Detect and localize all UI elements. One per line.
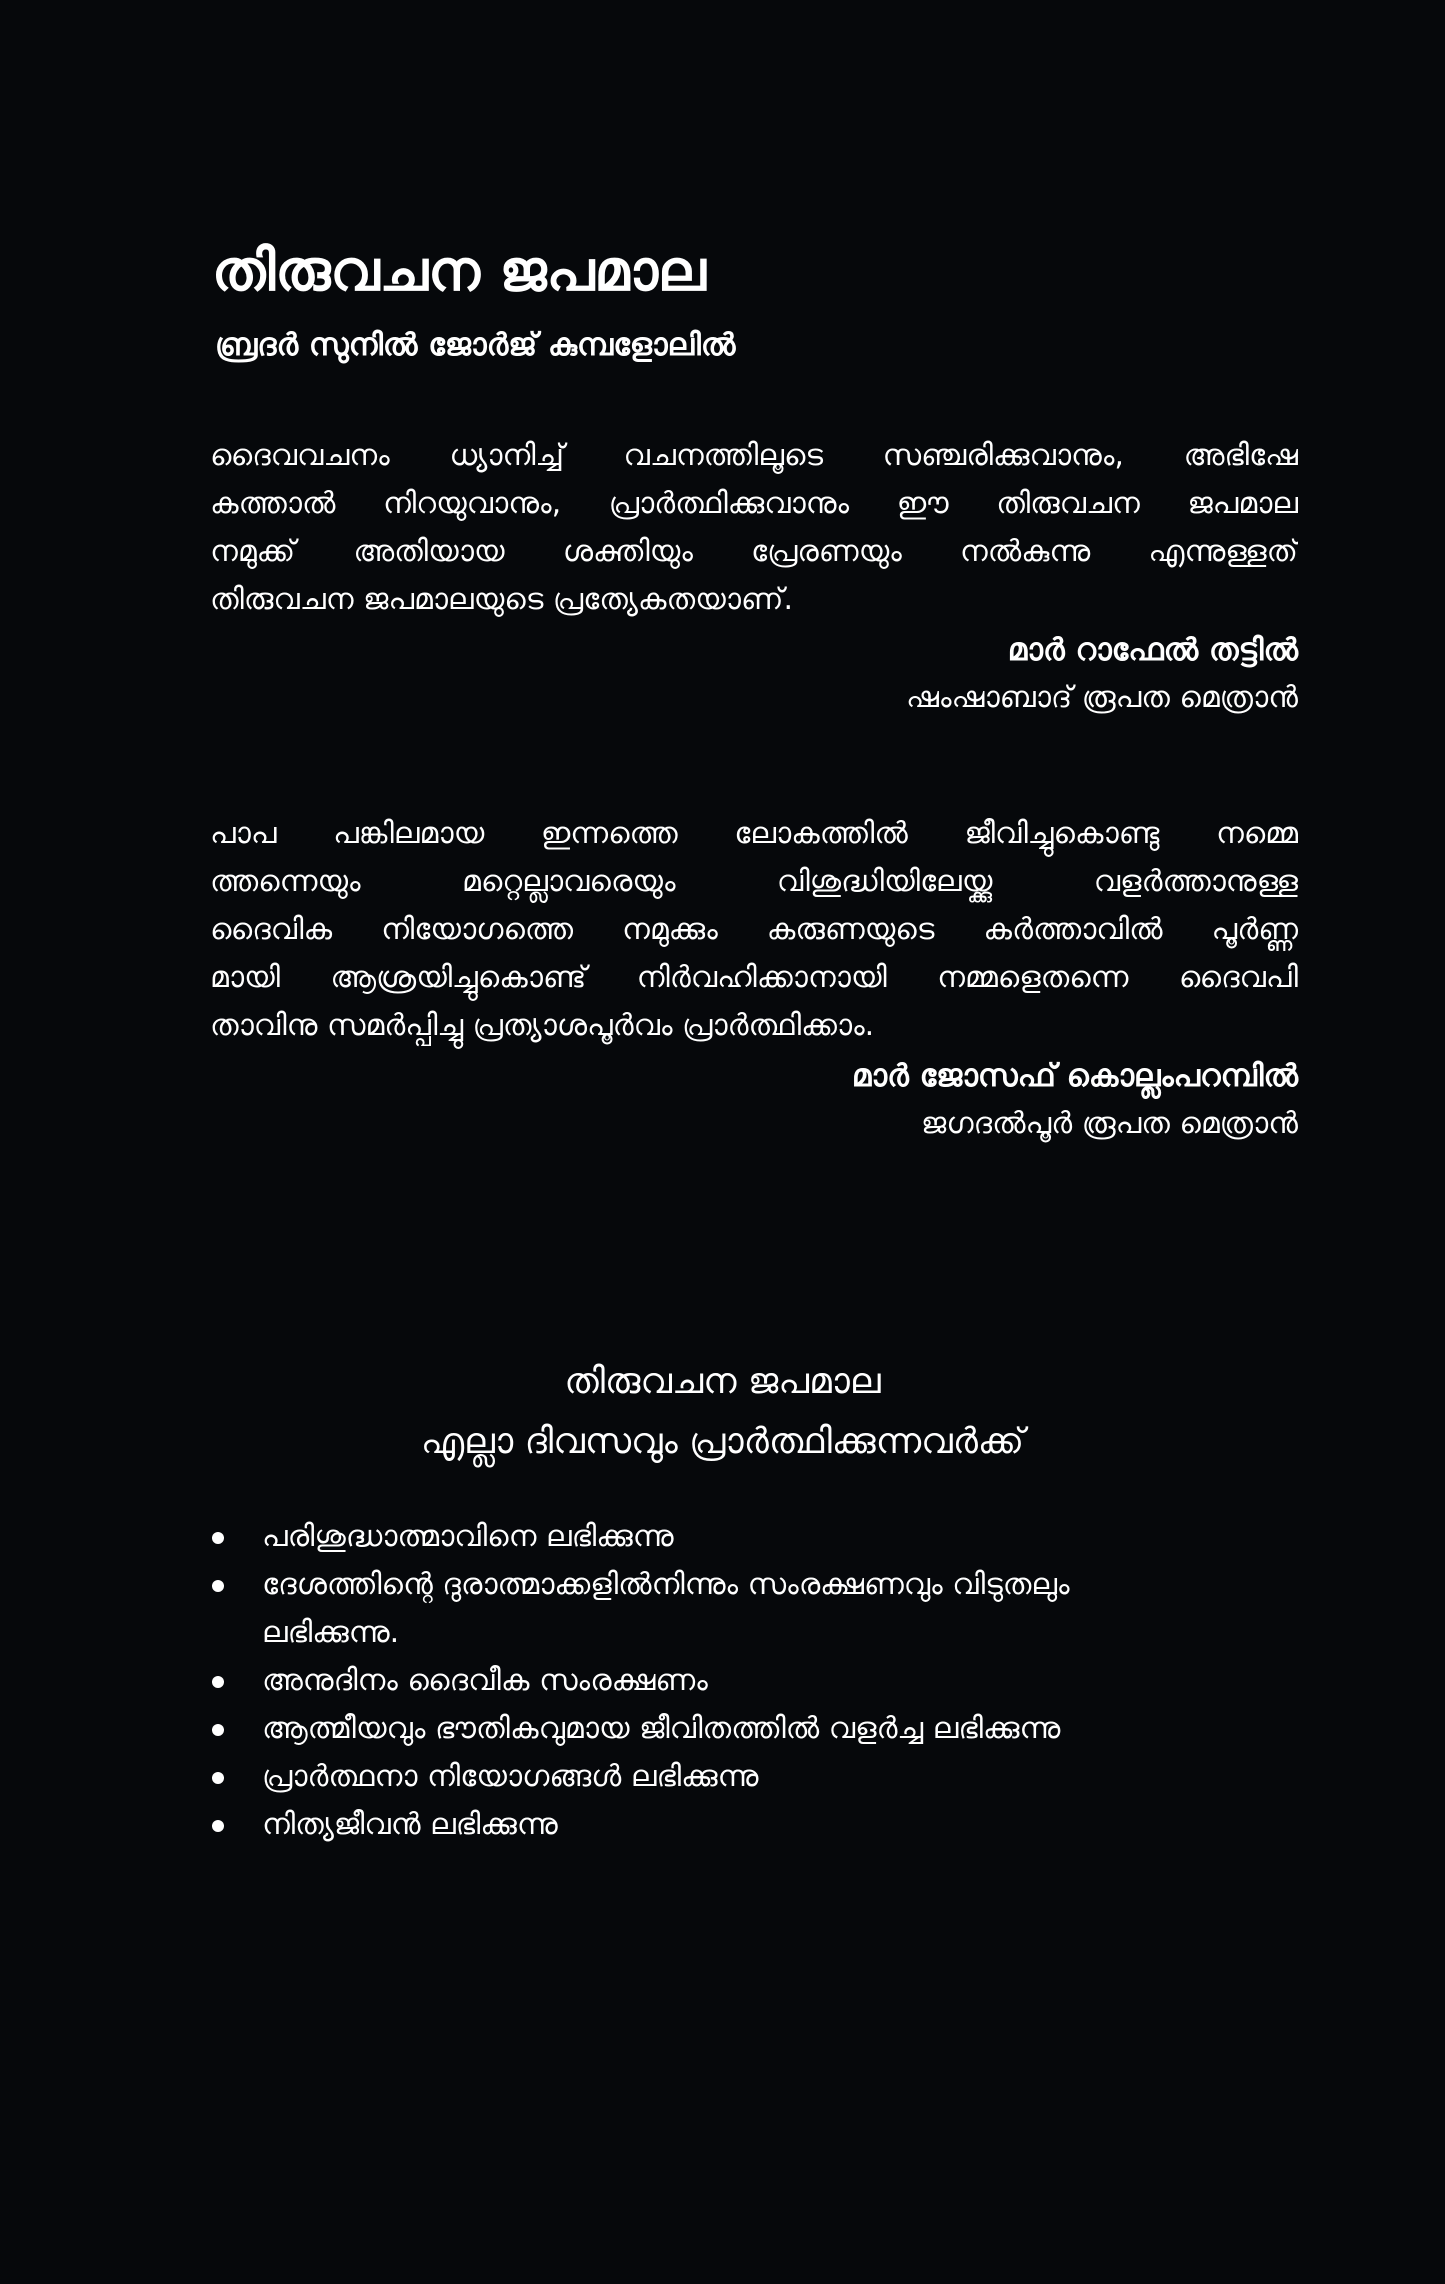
benefit-item bbox=[210, 1657, 1300, 1705]
bullet-icon bbox=[212, 1724, 224, 1736]
benefit-text-line: ലഭിക്കുന്നു. bbox=[262, 1615, 400, 1650]
benefits-heading bbox=[0, 1352, 1445, 1472]
quote-2-line: ത്തന്നെയും മറ്റെല്ലാവരെയും വിശുദ്ധിയിലേയ്ക്കു വളർത്താനുള്ള bbox=[210, 864, 1298, 899]
quote-2-author-role: ജഗദൽപൂർ രൂപത മെത്രാൻ bbox=[921, 1106, 1298, 1141]
benefit-text-line: പ്രാർത്ഥനാ നിയോഗങ്ങൾ ലഭിക്കുന്നു bbox=[262, 1759, 759, 1794]
bullet-icon bbox=[212, 1532, 224, 1544]
benefit-text-line: അനുദിനം ദൈവീക സംരക്ഷണം bbox=[262, 1663, 708, 1698]
page-title: തിരുവചന ജപമാല bbox=[212, 239, 706, 304]
benefit-text bbox=[262, 1705, 1300, 1753]
quote-2-paragraph bbox=[210, 810, 1298, 1050]
page-subtitle-author: ബ്രദർ സുനിൽ ജോർജ് കുമ്പളോലിൽ bbox=[215, 327, 736, 363]
benefit-text-line: നിത്യജീവൻ ലഭിക്കുന്നു bbox=[262, 1807, 558, 1842]
benefit-text bbox=[262, 1657, 1300, 1705]
quote-1-paragraph bbox=[210, 432, 1298, 624]
benefits-heading-line-2: എല്ലാ ദിവസവും പ്രാർത്ഥിക്കുന്നവർക്ക് bbox=[420, 1421, 1025, 1462]
benefit-text-line: പരിശുദ്ധാത്മാവിനെ ലഭിക്കുന്നു bbox=[262, 1519, 674, 1554]
quote-1-author: മാർ റാഫേൽ തട്ടിൽ bbox=[1007, 632, 1298, 668]
quote-1-line: കത്താൽ നിറയുവാനും, പ്രാർത്ഥിക്കുവാനും ഈ തിരുവചന ജപമാല bbox=[210, 486, 1298, 521]
quote-2-author: മാർ ജോസഫ് കൊല്ലംപറമ്പിൽ bbox=[851, 1058, 1298, 1094]
benefit-item bbox=[210, 1753, 1300, 1801]
quote-2-line: ദൈവിക നിയോഗത്തെ നമുക്കും കരുണയുടെ കർത്താവിൽ പൂർണ്ണ bbox=[210, 912, 1298, 947]
benefit-text bbox=[262, 1561, 1300, 1657]
quote-1-signature bbox=[906, 626, 1298, 722]
benefit-item bbox=[210, 1513, 1300, 1561]
benefit-item bbox=[210, 1801, 1300, 1849]
benefits-heading-line-1: തിരുവചന ജപമാല bbox=[564, 1361, 881, 1402]
quote-2-line: താവിനു സമർപ്പിച്ചു പ്രത്യാശപൂർവം പ്രാർത്ഥിക്കാം. bbox=[210, 1008, 875, 1043]
quote-2-line: മായി ആശ്രയിച്ചുകൊണ്ട് നിർവഹിക്കാനായി നമ്മളെതന്നെ ദൈവപി bbox=[210, 960, 1298, 995]
bullet-icon bbox=[212, 1676, 224, 1688]
bullet-icon bbox=[212, 1820, 224, 1832]
quote-1-author-role: ഷംഷാബാദ് രൂപത മെത്രാൻ bbox=[906, 680, 1298, 715]
benefit-text bbox=[262, 1753, 1300, 1801]
quote-1-line: തിരുവചന ജപമാലയുടെ പ്രത്യേകതയാണ്. bbox=[210, 582, 794, 617]
bullet-icon bbox=[212, 1772, 224, 1784]
benefit-text-line: ആത്മീയവും ഭൗതികവുമായ ജീവിതത്തിൽ വളർച്ച ലഭിക്കുന്നു bbox=[262, 1711, 1061, 1746]
benefit-item bbox=[210, 1705, 1300, 1753]
benefit-item bbox=[210, 1561, 1300, 1657]
quote-1-line: നമുക്ക് അതിയായ ശക്തിയും പ്രേരണയും നൽകുന്നു എന്നുള്ളത് bbox=[210, 534, 1298, 569]
quote-2-signature bbox=[852, 1052, 1298, 1148]
quote-1-line: ദൈവവചനം ധ്യാനിച്ച് വചനത്തിലൂടെ സഞ്ചരിക്കുവാനും, അഭിഷേ bbox=[210, 438, 1298, 473]
quote-2-line: പാപ പങ്കിലമായ ഇന്നത്തെ ലോകത്തിൽ ജീവിച്ചുകൊണ്ടു നമ്മെ bbox=[210, 816, 1298, 851]
benefit-text bbox=[262, 1513, 1300, 1561]
benefit-text-line: ദേശത്തിന്റെ ദുരാത്മാക്കളിൽനിന്നും സംരക്ഷണവും വിടുതലും bbox=[262, 1567, 1070, 1602]
bullet-icon bbox=[212, 1580, 224, 1592]
benefits-list bbox=[210, 1513, 1300, 1849]
benefit-text bbox=[262, 1801, 1300, 1849]
